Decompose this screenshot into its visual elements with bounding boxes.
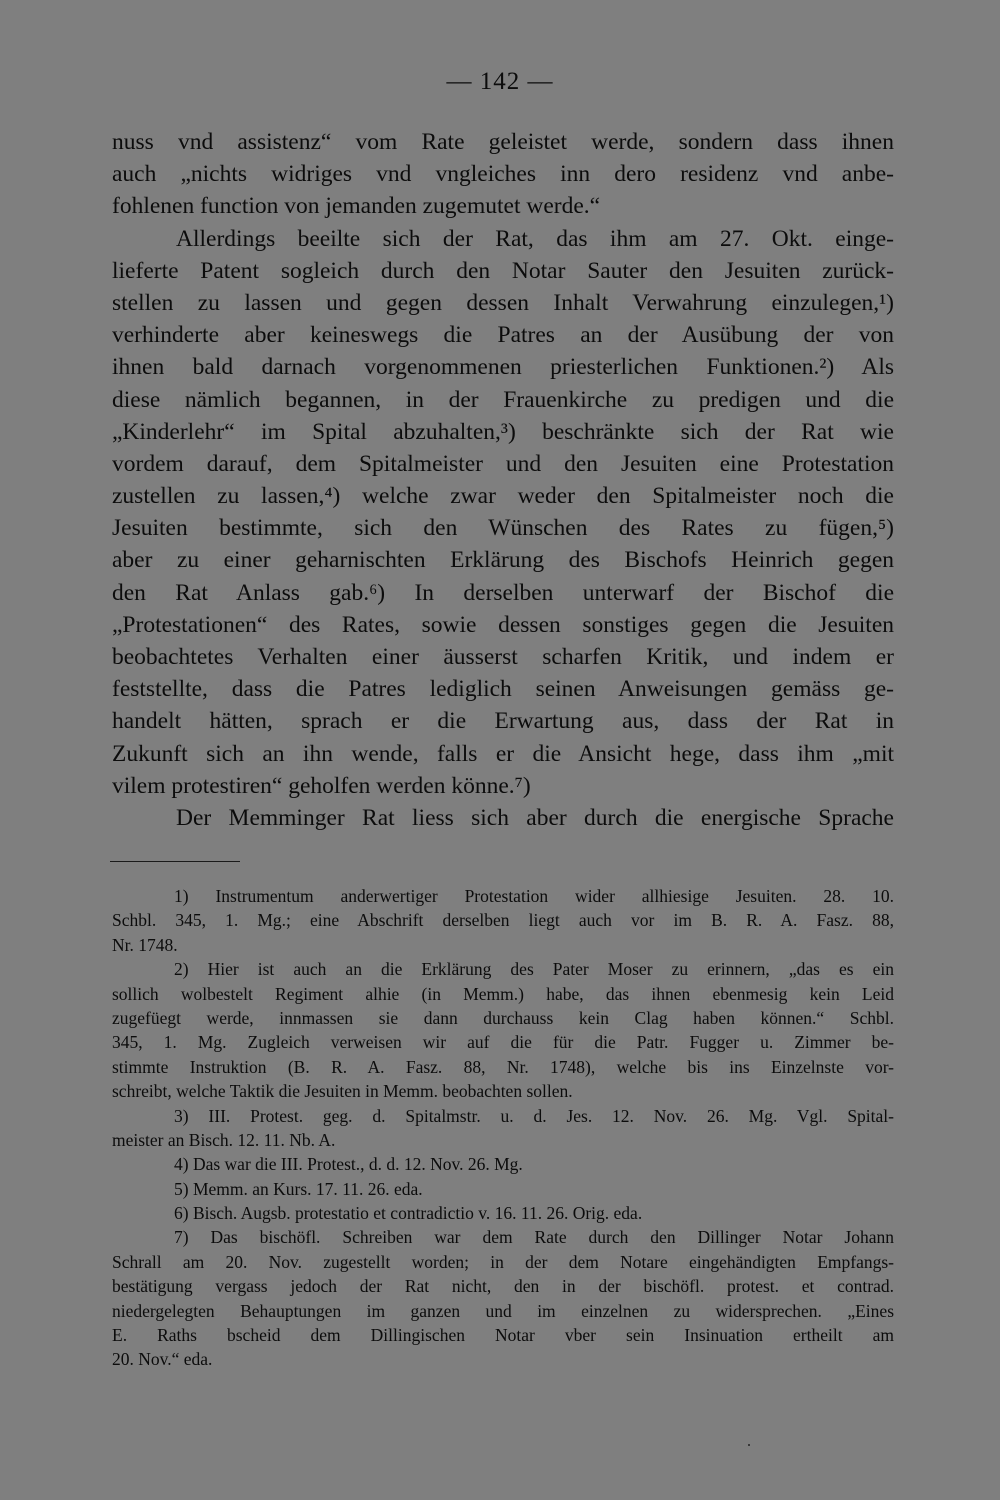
footnote-line: E. Raths bscheid dem Dillingischen Notar vber sein Insinuation ertheilt am: [112, 1325, 894, 1346]
footnote-line: bestätigung vergass jedoch der Rat nicht, den in der bischöfl. protest. et contrad.: [112, 1276, 894, 1297]
text-line: „Protestationen“ des Rates, sowie dessen sonstiges gegen die Jesuiten: [112, 611, 894, 638]
footnote-line: 2) Hier ist auch an die Erklärung des Pater Moser zu erinnern, „das es ein: [174, 959, 894, 980]
footnote-line: 5) Memm. an Kurs. 17. 11. 26. eda.: [174, 1178, 423, 1199]
text-line: zustellen zu lassen,⁴) welche zwar weder den Spitalmeister noch die: [112, 483, 894, 510]
text-line: lieferte Patent sogleich durch den Notar Sauter den Jesuiten zurück-: [112, 257, 894, 284]
text-line: stellen zu lassen und gegen dessen Inhalt Verwahrung einzulegen,¹): [112, 289, 894, 316]
footnotes: [112, 884, 894, 1372]
footnote-line: 6) Bisch. Augsb. protestatio et contradictio v. 16. 11. 26. Orig. eda.: [174, 1203, 643, 1224]
text-line: beobachtetes Verhalten einer äusserst scharfen Kritik, und indem er: [112, 644, 894, 670]
text-line: aber zu einer geharnischten Erklärung des Bischofs Heinrich gegen: [112, 547, 894, 574]
text-line: nuss vnd assistenz“ vom Rate geleistet werde, sondern dass ihnen: [112, 129, 894, 155]
main-text: [112, 126, 894, 834]
text-line: Allerdings beeilte sich der Rat, das ihm am 27. Okt. einge-: [176, 225, 894, 252]
text-line: auch „nichts widriges vnd vngleiches inn dero residenz vnd anbe-: [112, 161, 894, 188]
footnote-line: 1) Instrumentum anderwertiger Protestation wider allhiesige Jesuiten. 28. 10.: [174, 886, 894, 906]
text-line: Zukunft sich an ihn wende, falls er die Ansicht hege, dass ihm „mit: [112, 740, 894, 767]
footnote-line: 4) Das war die III. Protest., d. d. 12. Nov. 26. Mg.: [174, 1154, 523, 1175]
footnote-line: stimmte Instruktion (B. R. A. Fasz. 88, Nr. 1748), welche bis ins Einzelnste vor-: [112, 1056, 894, 1077]
footnote-line: meister an Bisch. 12. 11. Nb. A.: [112, 1129, 336, 1150]
footnote-line: 345, 1. Mg. Zugleich verweisen wir auf die für die Patr. Fugger u. Zimmer be-: [112, 1032, 894, 1053]
footnote-separator: [110, 861, 240, 862]
text-line: den Rat Anlass gab.⁶) In derselben unterwarf der Bischof die: [112, 579, 894, 606]
footnote-line: 20. Nov.“ eda.: [112, 1349, 213, 1370]
text-line: vilem protestiren“ geholfen werden könne.⁷): [112, 772, 531, 799]
text-line: diese nämlich begannen, in der Frauenkirche zu predigen und die: [112, 386, 894, 413]
text-line: handelt hätten, sprach er die Erwartung aus, dass der Rat in: [112, 708, 894, 735]
footnote-line: Nr. 1748.: [112, 934, 178, 955]
text-line: Der Memminger Rat liess sich aber durch die energische Sprache: [176, 804, 894, 831]
footnote-line: 3) III. Protest. geg. d. Spitalmstr. u. d. Jes. 12. Nov. 26. Mg. Vgl. Spital-: [174, 1105, 894, 1126]
text-line: fohlenen function von jemanden zugemutet werde.“: [112, 193, 601, 220]
text-line: verhinderte aber keineswegs die Patres an der Ausübung der von: [112, 322, 894, 349]
footnote-line: zugefüegt werde, innmassen sie dann durchauss kein Clag haben können.“ Schbl.: [112, 1007, 894, 1028]
text-line: „Kinderlehr“ im Spital abzuhalten,³) beschränkte sich der Rat wie: [112, 418, 894, 445]
footnote-line: Schbl. 345, 1. Mg.; eine Abschrift derselben liegt auch vor im B. R. A. Fasz. 88,: [112, 910, 894, 931]
footnote-line: schreibt, welche Taktik die Jesuiten in Memm. beobachten sollen.: [112, 1081, 573, 1102]
footnote-line: sollich wolbestelt Regiment alhie (in Memm.) habe, das ihnen ebenmesig kein Leid: [112, 983, 894, 1004]
page-number: — 142 —: [446, 68, 554, 95]
footnote-line: niedergelegten Behauptungen im ganzen und im einzelnen zu widersprechen. „Eines: [112, 1300, 894, 1321]
paper-speck: [748, 1444, 750, 1446]
footnote-line: Schrall am 20. Nov. zugestellt worden; in der dem Notare eingehändigten Empfangs-: [112, 1251, 894, 1272]
text-line: ihnen bald darnach vorgenommenen priesterlichen Funktionen.²) Als: [112, 354, 894, 381]
text-line: feststellte, dass die Patres lediglich seinen Anweisungen gemäss ge-: [112, 676, 894, 703]
footnote-line: 7) Das bischöfl. Schreiben war dem Rate durch den Dillinger Notar Johann: [174, 1227, 894, 1248]
text-line: Jesuiten bestimmte, sich den Wünschen des Rates zu fügen,⁵): [112, 515, 894, 542]
text-line: vordem darauf, dem Spitalmeister und den Jesuiten eine Protestation: [112, 450, 894, 477]
